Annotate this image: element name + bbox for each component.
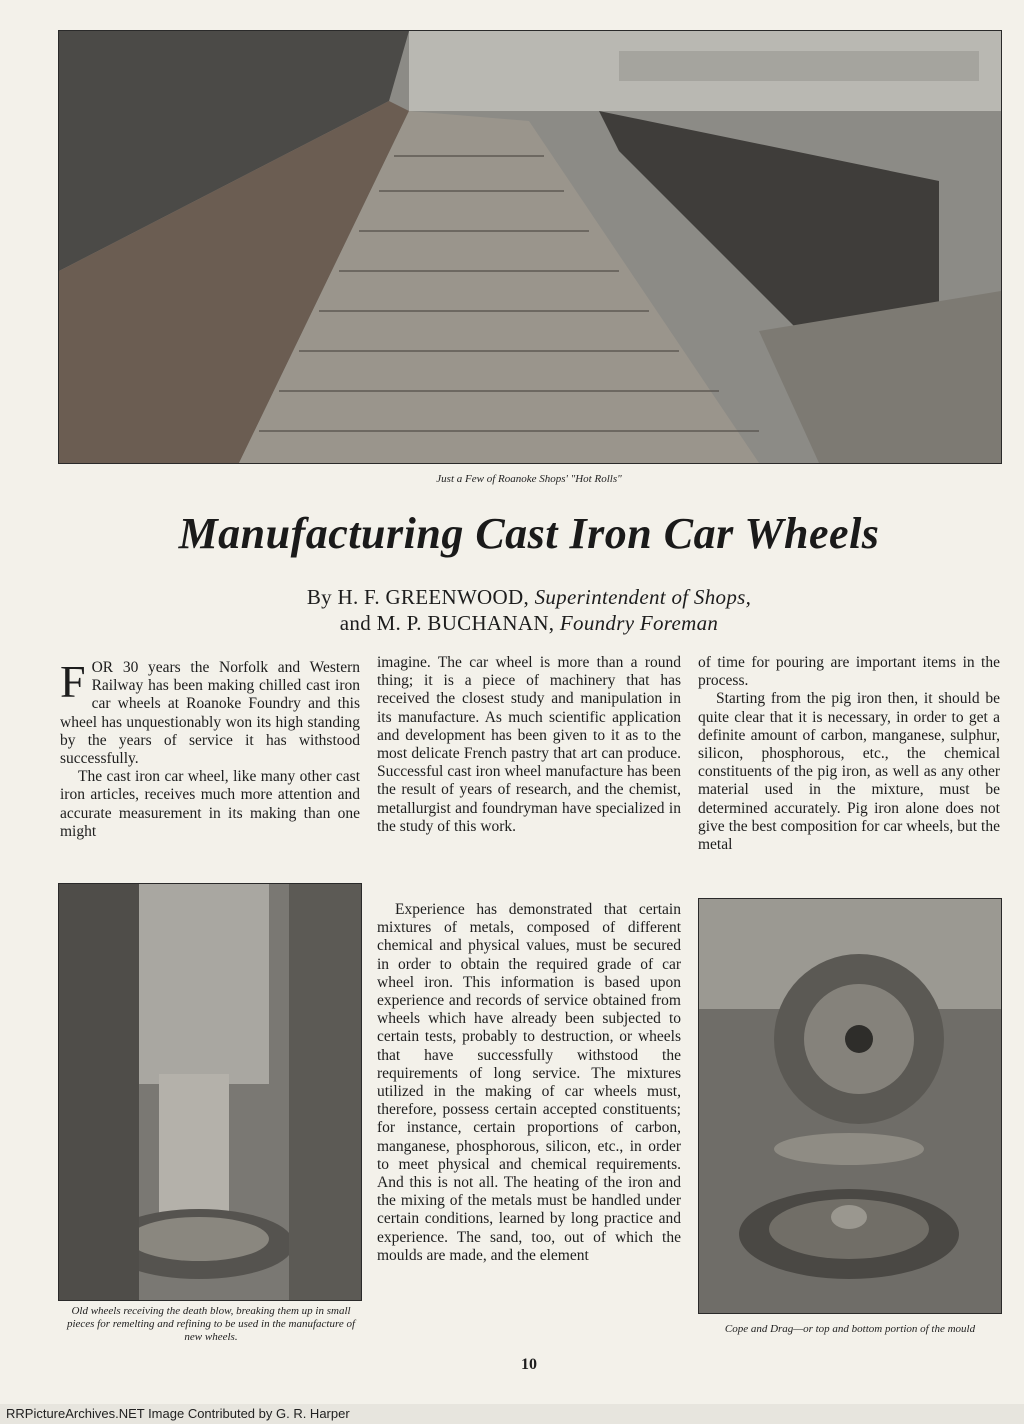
byline-first-author bbox=[58, 585, 1000, 610]
article-column-2-continued bbox=[377, 901, 681, 1265]
byline-author-role: Foundry Foreman bbox=[559, 611, 719, 635]
article-paragraph: Experience has demonstrated that certain mixtures of metals, composed of different chemical and physical values, must be secured in order to obtain the required grade of car wheel iron. This information is based upon experience and records of service obtained from wheels which have already been subjected to certain tests, probably to destruction, or wheels that have successfully withstood the requirements of long service. The mixtures utilized in the making of car wheels must, therefore, possess certain accepted constituents; for instance, certain proportions of carbon, manganese, phosphorous, silicon, etc., in order to meet physical and chemical requirements. And this is not all. The heating of the iron and the mixing of the metals must be handled under certain conditions, learned by long practice and experience. The sand, too, out of which the moulds are made, and the element bbox=[377, 901, 681, 1264]
left-photo-caption: Old wheels receiving the death blow, breaking them up in small pieces for remelting and refining to be used in the manufacture of new wheels. bbox=[66, 1305, 356, 1343]
hot-rolls-photo bbox=[58, 30, 1002, 464]
right-photo-caption: Cope and Drag—or top and bottom portion of the mould bbox=[724, 1323, 976, 1335]
article-paragraph: Starting from the pig iron then, it should be quite clear that it is necessary, in order to get a definite amount of carbon, manganese, sulphur, silicon, phosphorous, etc., the chemical constituents of the pig iron, as well as any other material used in the mixture, must be determined accurately. Pig iron alone does not give the best composition for car wheels, but the metal bbox=[698, 690, 1000, 854]
rail-yard-illustration bbox=[59, 31, 1001, 463]
byline-second-author bbox=[58, 611, 1000, 636]
mould-illustration bbox=[699, 899, 1001, 1313]
article-paragraph: imagine. The car wheel is more than a round thing; it is a piece of machinery that has received the closest study and manipulation in its manufacture. As much scientific application and development has been given to it as to the most delicate French pastry that art can produce. Successful cast iron wheel manufacture has been the result of years of research, and the chemist, metallurgist and foundryman have specialized in the study of this work. bbox=[377, 654, 681, 835]
article-paragraph bbox=[60, 656, 360, 768]
drop-cap: F bbox=[60, 656, 86, 707]
page-number: 10 bbox=[521, 1356, 537, 1373]
wheel-breaker-illustration bbox=[59, 884, 361, 1300]
article-paragraph: of time for pouring are important items in the process. bbox=[698, 654, 1000, 690]
byline-author-name: By H. F. GREENWOOD, bbox=[306, 585, 535, 609]
article-paragraph: The cast iron car wheel, like many other cast iron articles, receives much more attention and accurate measurement in its making than one might bbox=[60, 768, 360, 840]
article-column-1 bbox=[60, 656, 360, 841]
wheel-breaking-photo bbox=[58, 883, 362, 1301]
byline-author-name: and M. P. BUCHANAN, bbox=[339, 611, 560, 635]
paragraph-text: OR 30 years the Norfolk and Western Railway has been making chilled cast iron car wheels at Roanoke Foundry and this wheel has unquestionably won its high standing by the years of service it has withstood successfully. bbox=[60, 659, 360, 768]
archive-credit-footer: RRPictureArchives.NET Image Contributed by G. R. Harper bbox=[0, 1404, 1024, 1424]
top-photo-caption: Just a Few of Roanoke Shops' "Hot Rolls" bbox=[436, 473, 622, 485]
article-column-3 bbox=[698, 654, 1000, 854]
article-title: Manufacturing Cast Iron Car Wheels bbox=[178, 509, 880, 558]
cope-and-drag-photo bbox=[698, 898, 1002, 1314]
article-column-2 bbox=[377, 654, 681, 836]
byline-author-role: Superintendent of Shops, bbox=[534, 585, 752, 609]
